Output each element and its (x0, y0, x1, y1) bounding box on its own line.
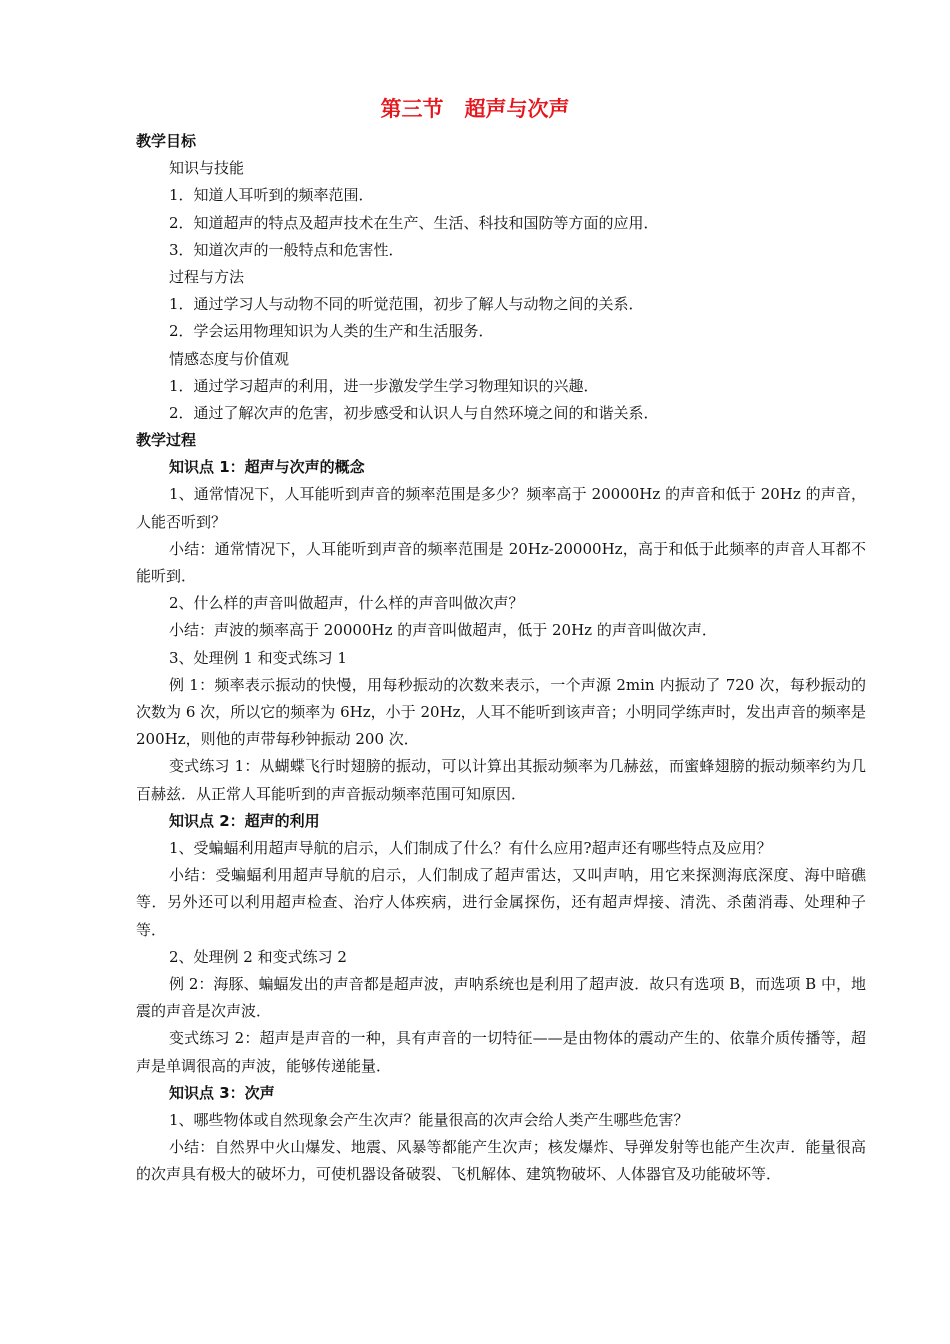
knowledge-item-2: 2．知道超声的特点及超声技术在生产、生活、科技和国防等方面的应用． (169, 213, 659, 232)
kp2-summary-1: 小结：受蝙蝠利用超声导航的启示，人们制成了超声雷达，又叫声呐，用它来探测海底深度、海中暗礁等．另外还可以利用超声检查、治疗人体疾病，进行金属探伤，还有超声焊接、清洗、杀菌消毒、处理种子等． (136, 866, 866, 939)
emotion-item-1: 1．通过学习超声的利用，进一步激发学生学习物理知识的兴趣． (169, 376, 599, 395)
kp2-task-2: 2、处理例 2 和变式练习 2 (169, 947, 347, 966)
kp1-example-1: 例 1：频率表示振动的快慢，用每秒振动的次数来表示，一个声源 2min 内振动了 720 次，每秒振动的次数为 6 次，所以它的频率为 6Hz，小于 20Hz，人耳不能听到该声音；小明同学练声时，发出声音的频率是 200Hz，则他的声带每秒钟振动 200 次． (136, 675, 866, 749)
process-item-2: 2．学会运用物理知识为人类的生产和生活服务． (169, 322, 494, 341)
knowledge-item-1: 1．知道人耳听到的频率范围． (169, 186, 374, 205)
kp2-exercise-2: 变式练习 2：超声是声音的一种，具有声音的一切特征——是由物体的震动产生的、依靠介质传播等，超声是单调很高的声波，能够传递能量． (136, 1029, 866, 1075)
knowledge-point-1-heading: 知识点 1：超声与次声的概念 (169, 458, 365, 477)
kp1-summary-1: 小结：通常情况下，人耳能听到声音的频率范围是 20Hz-20000Hz，高于和低于此频率的声音人耳都不能听到． (136, 539, 866, 586)
emotion-values-heading: 情感态度与价值观 (169, 349, 290, 368)
kp3-question-1: 1、哪些物体或自然现象会产生次声？能量很高的次声会给人类产生哪些危害？ (169, 1111, 689, 1130)
kp1-task-3: 3、处理例 1 和变式练习 1 (169, 648, 347, 667)
page-title: 第三节 超声与次声 (380, 97, 570, 121)
kp1-exercise-1: 变式练习 1：从蝴蝶飞行时翅膀的振动，可以计算出其振动频率为几赫兹，而蜜蜂翅膀的振动频率约为几百赫兹．从正常人耳能听到的声音振动频率范围可知原因． (136, 757, 866, 803)
teaching-goals-heading: 教学目标 (136, 132, 197, 150)
document-body (136, 128, 866, 1189)
kp1-summary-2: 小结：声波的频率高于 20000Hz 的声音叫做超声，低于 20Hz 的声音叫做次声． (169, 621, 717, 640)
kp3-summary-1: 小结：自然界中火山爆发、地震、风暴等都能产生次声；核发爆炸、导弹发射等也能产生次声．能量很高的次声具有极大的破坏力，可使机器设备破裂、飞机解体、建筑物破坏、人体器官及功能破坏等． (136, 1138, 866, 1184)
emotion-item-2: 2．通过了解次声的危害，初步感受和认识人与自然环境之间的和谐关系． (169, 403, 659, 422)
teaching-process-heading: 教学过程 (136, 431, 197, 450)
knowledge-point-3-heading: 知识点 3：次声 (169, 1083, 275, 1102)
kp2-question-1: 1、受蝙蝠利用超声导航的启示，人们制成了什么？有什么应用?超声还有哪些特点及应用？ (169, 839, 772, 858)
kp2-example-2: 例 2：海豚、蝙蝠发出的声音都是超声波，声呐系统也是利用了超声波．故只有选项 B，而选项 B 中，地震的声音是次声波． (136, 975, 866, 1021)
kp1-question-1: 1、通常情况下，人耳能听到声音的频率范围是多少？频率高于 20000Hz 的声音和低于 20Hz 的声音，人能否听到？ (136, 485, 866, 531)
process-method-heading: 过程与方法 (169, 267, 245, 286)
knowledge-point-2-heading: 知识点 2：超声的利用 (169, 811, 320, 830)
kp1-question-2: 2、什么样的声音叫做超声，什么样的声音叫做次声？ (169, 594, 524, 613)
process-item-1: 1．通过学习人与动物不同的听觉范围，初步了解人与动物之间的关系． (169, 295, 644, 314)
knowledge-item-3: 3．知道次声的一般特点和危害性． (169, 240, 404, 259)
knowledge-skills-heading: 知识与技能 (169, 159, 245, 178)
